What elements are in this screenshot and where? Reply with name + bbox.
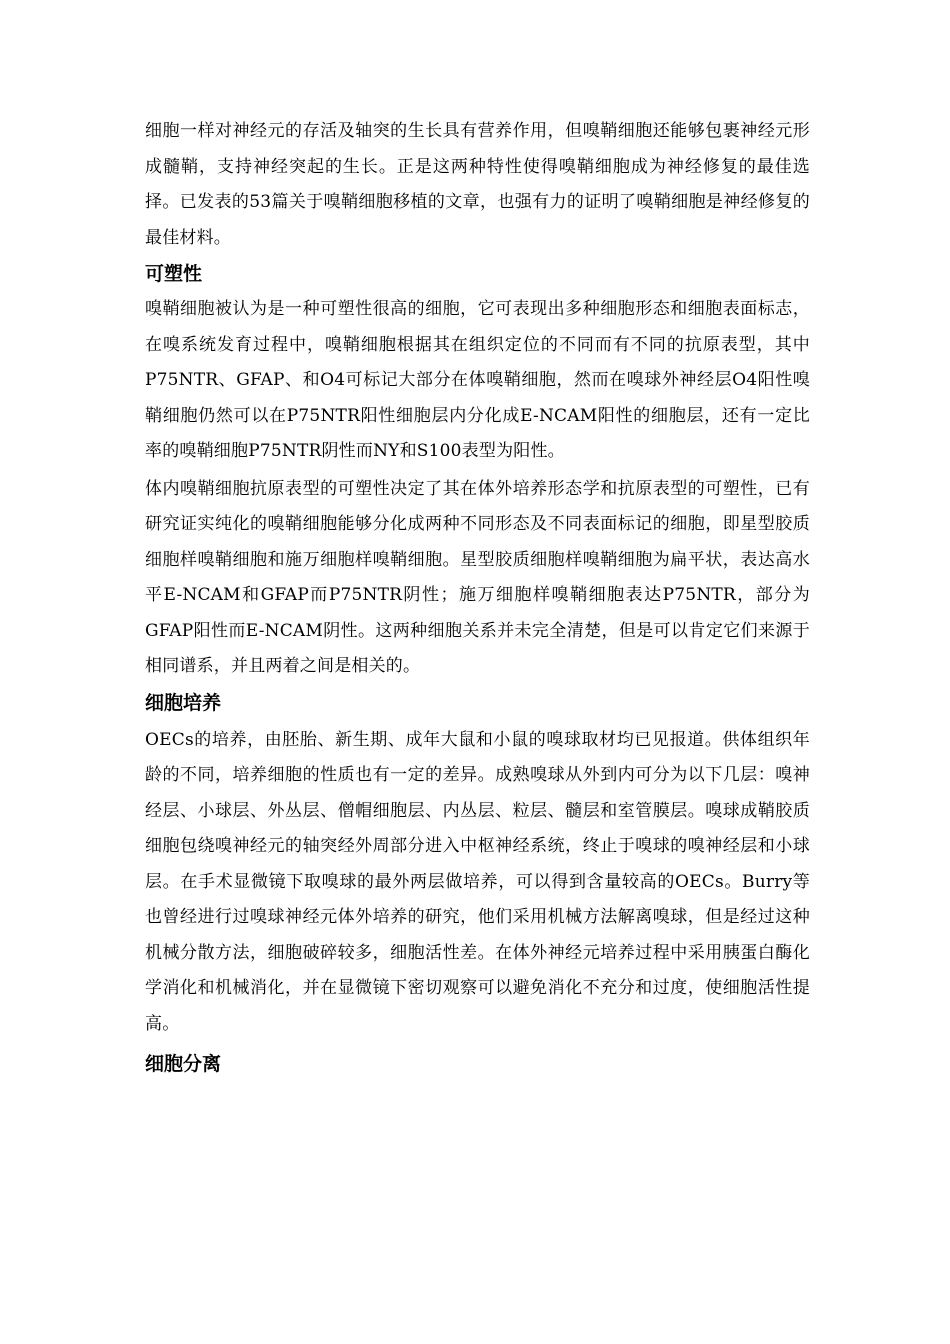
plasticity-paragraph-2: 体内嗅鞘细胞抗原表型的可塑性决定了其在体外培养形态学和抗原表型的可塑性，已有研究证实纯化的嗅鞘细胞能够分化成两种不同形态及不同表面标记的细胞，即星型胶质细胞样嗅鞘细胞和施万细胞样嗅鞘细胞。星型胶质细胞样嗅鞘细胞为扁平状，表达高水平E-NCAM和GFAP而P75NTR阴性；施万细胞样嗅鞘细胞表达P75NTR，部分为GFAP阳性而E-NCAM阴性。这两种细胞关系并未完全清楚，但是可以肯定它们来源于相同谱系，并且两着之间是相关的。 <box>145 478 810 676</box>
intro-paragraph: 细胞一样对神经元的存活及轴突的生长具有营养作用，但嗅鞘细胞还能够包裹神经元形成髓鞘，支持神经突起的生长。正是这两种特性使得嗅鞘细胞成为神经修复的最佳选择。已发表的53篇关于嗅鞘细胞移植的文章，也强有力的证明了嗅鞘细胞是神经修复的最佳材料。 <box>145 121 810 248</box>
heading-cell-isolation: 细胞分离 <box>145 1053 222 1075</box>
plasticity-paragraph-1: 嗅鞘细胞被认为是一种可塑性很高的细胞，它可表现出多种细胞形态和细胞表面标志，在嗅系统发育过程中，嗅鞘细胞根据其在组织定位的不同而有不同的抗原表型，其中P75NTR、GFAP、和O4可标记大部分在体嗅鞘细胞，然而在嗅球外神经层O4阳性嗅鞘细胞仍然可以在P75NTR阳性细胞层内分化成E-NCAM阳性的细胞层，还有一定比率的嗅鞘细胞P75NTR阴性而NY和S100表型为阳性。 <box>145 299 810 461</box>
heading-cell-culture: 细胞培养 <box>145 691 222 714</box>
culture-paragraph: OECs的培养，由胚胎、新生期、成年大鼠和小鼠的嗅球取材均已见报道。供体组织年龄的不同，培养细胞的性质也有一定的差异。成熟嗅球从外到内可分为以下几层：嗅神经层、小球层、外丛层、僧帽细胞层、内丛层、粒层、髓层和室管膜层。嗅球成鞘胶质细胞包绕嗅神经元的轴突经外周部分进入中枢神经系统，终止于嗅球的嗅神经层和小球层。在手术显微镜下取嗅球的最外两层做培养，可以得到含量较高的OECs。Burry等也曾经进行过嗅球神经元体外培养的研究，他们采用机械方法解离嗅球，但是经过这种机械分散方法，细胞破碎较多，细胞活性差。在体外神经元培养过程中采用胰蛋白酶化学消化和机械消化，并在显微镜下密切观察可以避免消化不充分和过度，使细胞活性提高。 <box>145 729 810 1034</box>
heading-plasticity: 可塑性 <box>145 263 203 285</box>
document-page <box>145 114 810 1082</box>
